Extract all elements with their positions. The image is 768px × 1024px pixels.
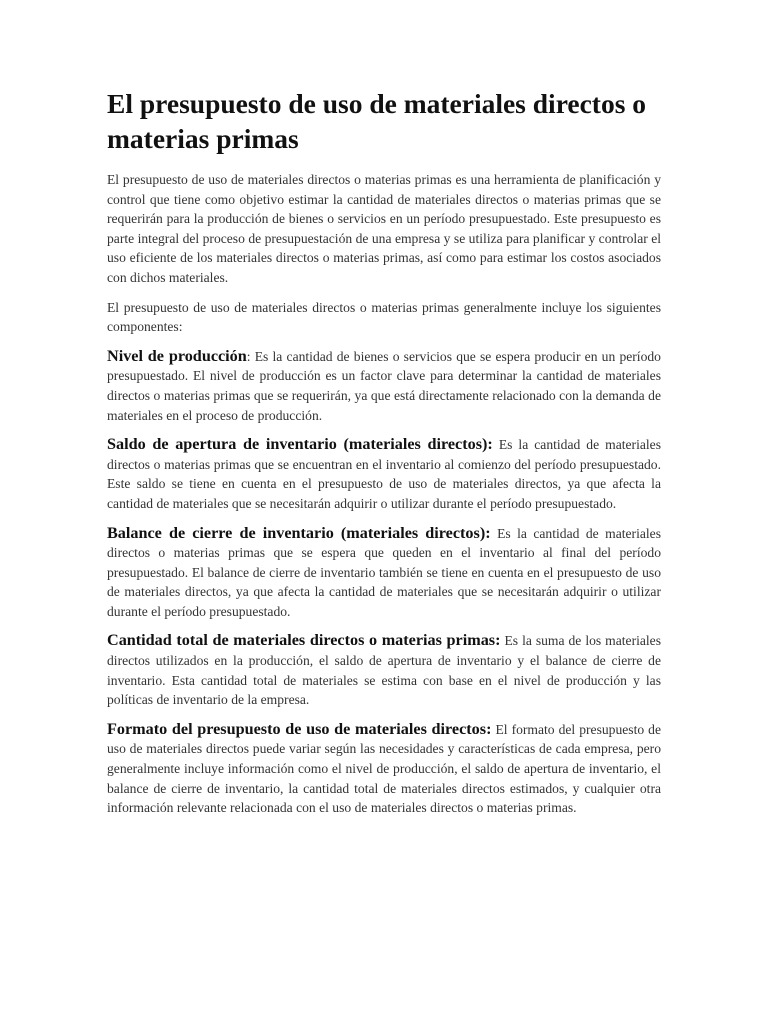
component-text: El formato del presupuesto de uso de materiales directos puede variar según las necesidades y características de cada empresa, pero generalmente incluye información como el nivel de producción, el saldo de apertura de inventario, el balance de cierre de inventario, la cantidad total de materiales directos estimados, y cualquier otra información relevante relacionada con el uso de materiales directos o materias primas.	[107, 721, 661, 816]
component-term: Saldo de apertura de inventario (materiales directos):	[107, 435, 493, 454]
component-term: Formato del presupuesto de uso de materiales directos:	[107, 719, 492, 738]
component-paragraph	[107, 524, 661, 622]
intro-paragraph-2: El presupuesto de uso de materiales directos o materias primas generalmente incluye los siguientes componentes:	[107, 299, 661, 335]
component-text: Es la cantidad de materiales directos o materias primas que se espera que queden en el inventario al final del período presupuestado. El balance de cierre de inventario también se tiene en cuenta en el presupuesto de uso de materiales directos, ya que afecta la cantidad de materiales que se necesitarán adquirir o utilizar durante el período presupuestado.	[107, 525, 661, 619]
document-page	[107, 86, 661, 828]
component-paragraph	[107, 347, 661, 425]
component-paragraph	[107, 720, 661, 818]
component-term: Cantidad total de materiales directos o materias primas:	[107, 631, 501, 650]
component-term: Balance de cierre de inventario (materiales directos):	[107, 523, 491, 542]
component-term: Nivel de producción	[107, 346, 247, 365]
component-text: Es la cantidad de materiales directos o materias primas que se encuentran en el inventario al comienzo del período presupuestado. Este saldo se tiene en cuenta en el presupuesto de uso de materiales directos, ya que afecta la cantidad de materiales que se necesitarán adquirir o utilizar durante el período presupuestado.	[107, 437, 661, 511]
component-paragraph	[107, 631, 661, 709]
component-text: Es la cantidad de bienes o servicios que se espera producir en un período presupuestado. El nivel de producción es un factor clave para determinar la cantidad de materiales directos o materias primas que se requerirán, ya que está directamente relacionado con la demanda de materiales en el proceso de producción.	[107, 348, 661, 423]
component-paragraph	[107, 435, 661, 513]
component-separator: :	[246, 348, 255, 364]
component-text: Es la suma de los materiales directos utilizados en la producción, el saldo de apertura de inventario y el balance de cierre de inventario. Esta cantidad total de materiales se estima con base en el nivel de producción y las políticas de inventario de la empresa.	[107, 633, 662, 708]
document-title: El presupuesto de uso de materiales directos o materias primas	[107, 88, 647, 154]
intro-paragraph-1: El presupuesto de uso de materiales directos o materias primas es una herramienta de planificación y control que tiene como objetivo estimar la cantidad de materiales directos o materias primas que se requerirán para la producción de bienes o servicios en un período presupuestado. Este presupuesto es parte integral del proceso de presupuestación de una empresa y se utiliza para planificar y controlar el uso eficiente de los materiales directos o materias primas, así como para estimar los costos asociados con dichos materiales.	[107, 172, 661, 285]
